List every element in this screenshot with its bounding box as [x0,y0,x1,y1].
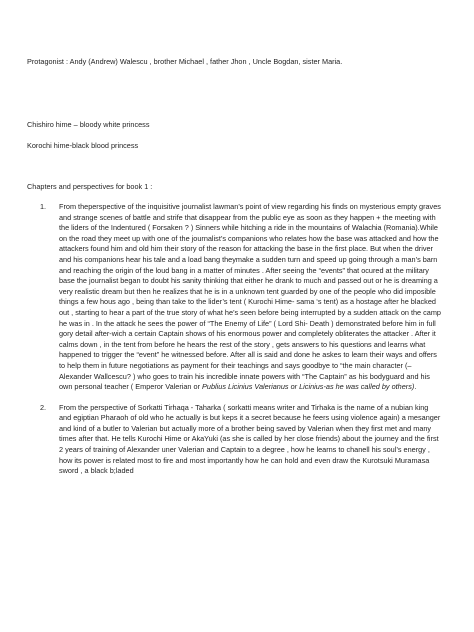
chapter-text-italic: Publius Licinius Valerianus or Licinius-as he was called by others) [202,382,415,392]
chapter-text [59,202,442,393]
chapter-number: 2. [40,402,47,412]
chapter-item-1 [40,202,442,393]
name-korochi: Korochi hime-black blood princess [27,141,139,150]
chapter-text-main: From theperspective of the inquisitive journalist lawman’s point of view regarding his finds on mysterious empty graves and strange scenes of battle and strife that disappear from the public eye as soon as they happen + the meeting with the liders of the Indentured ( Forsaken ? ) Sinners while hitching a ride in the mountains of Walachia (Romania).While on the road they meet up with one of the journalist’s companions who relates how the base was attacked and how the attackers found him and old him their story of the reason for attacking the base in the first place. But when the driver and his companions hear his tale and a load bang theymake a sudden turn and speed up going through a man’s barn and reaching the origin of the loud bang in a matter of minutes . After seeing the “events” that ocured at the military base the journalist began to doubt his sanity thinking that either he drank to much and passed out or he is dreaming a very realistic dream but then he realizes that he is in a unknown tent guarded by one of the people who did imposible things a few hous ago , being than take to the lider’s tent ( Kurochi Hime- sama ‘s tent) as a hostage after he blacked out , starting to hear a part of the true story of what he’s seen before being interrupted by a sudden attack on the camp he was in . In the attack he sees the power of “The Enemy of Life” ( Lord Shi- Death ) demonstrated before him in full gory detail after-wich a certain Captain shows of his enormous power and completely obliterates the attacker . After it calms down , in the tent from before he hears the rest of the story , gets answers to his questions and learns what happened to trigger the “event” he witnessed before. After all is said and done he askes to learn their ways and offers to help them in future negotiations as payment for their teachings and says goodbye to “the main character (– Alexander Wallcescu? ) who goes to train his incredible innate powers with “The Captain” as his bodyguard and his own personal teacher ( Emperor Valerian or [59,202,441,392]
chapters-heading: Chapters and perspectives for book 1 : [27,182,153,191]
chapter-text [59,403,442,477]
chapter-list [40,202,442,477]
name-chishiro: Chishiro hime – bloody white princess [27,120,150,129]
chapter-item-2 [40,403,442,477]
protagonist-line: Protagonist : Andy (Andrew) Walescu , brother Michael , father Jhon , Uncle Bogdan, sister Maria. [27,57,343,66]
chapter-text-main: From the perspective of Sorkatti Tirhaqa - Taharka ( sorkatti means writer and Tirhaka is the name of a nubian king and egiptian Pharaoh of old who he actually is but keps it a secret because he feers using violence again) a mesanger and kind of a butler to Valerian but actually more of a brother being saved by Valerian when they first met and many times after that. He tells Kurochi Hime or AkaYuki (as she is called by her close friends) about the journey and the first 2 years of training of Alexander uner Valerian and Captain to a degree , how he learns to chanell his soul’s energy , how its power is related most to fire and most importantly how he can hold and even draw the Kurotsuki Muramasa sword , a black b;laded [59,402,441,476]
chapter-number: 1. [40,202,47,211]
chapter-text-after: . [414,382,417,392]
